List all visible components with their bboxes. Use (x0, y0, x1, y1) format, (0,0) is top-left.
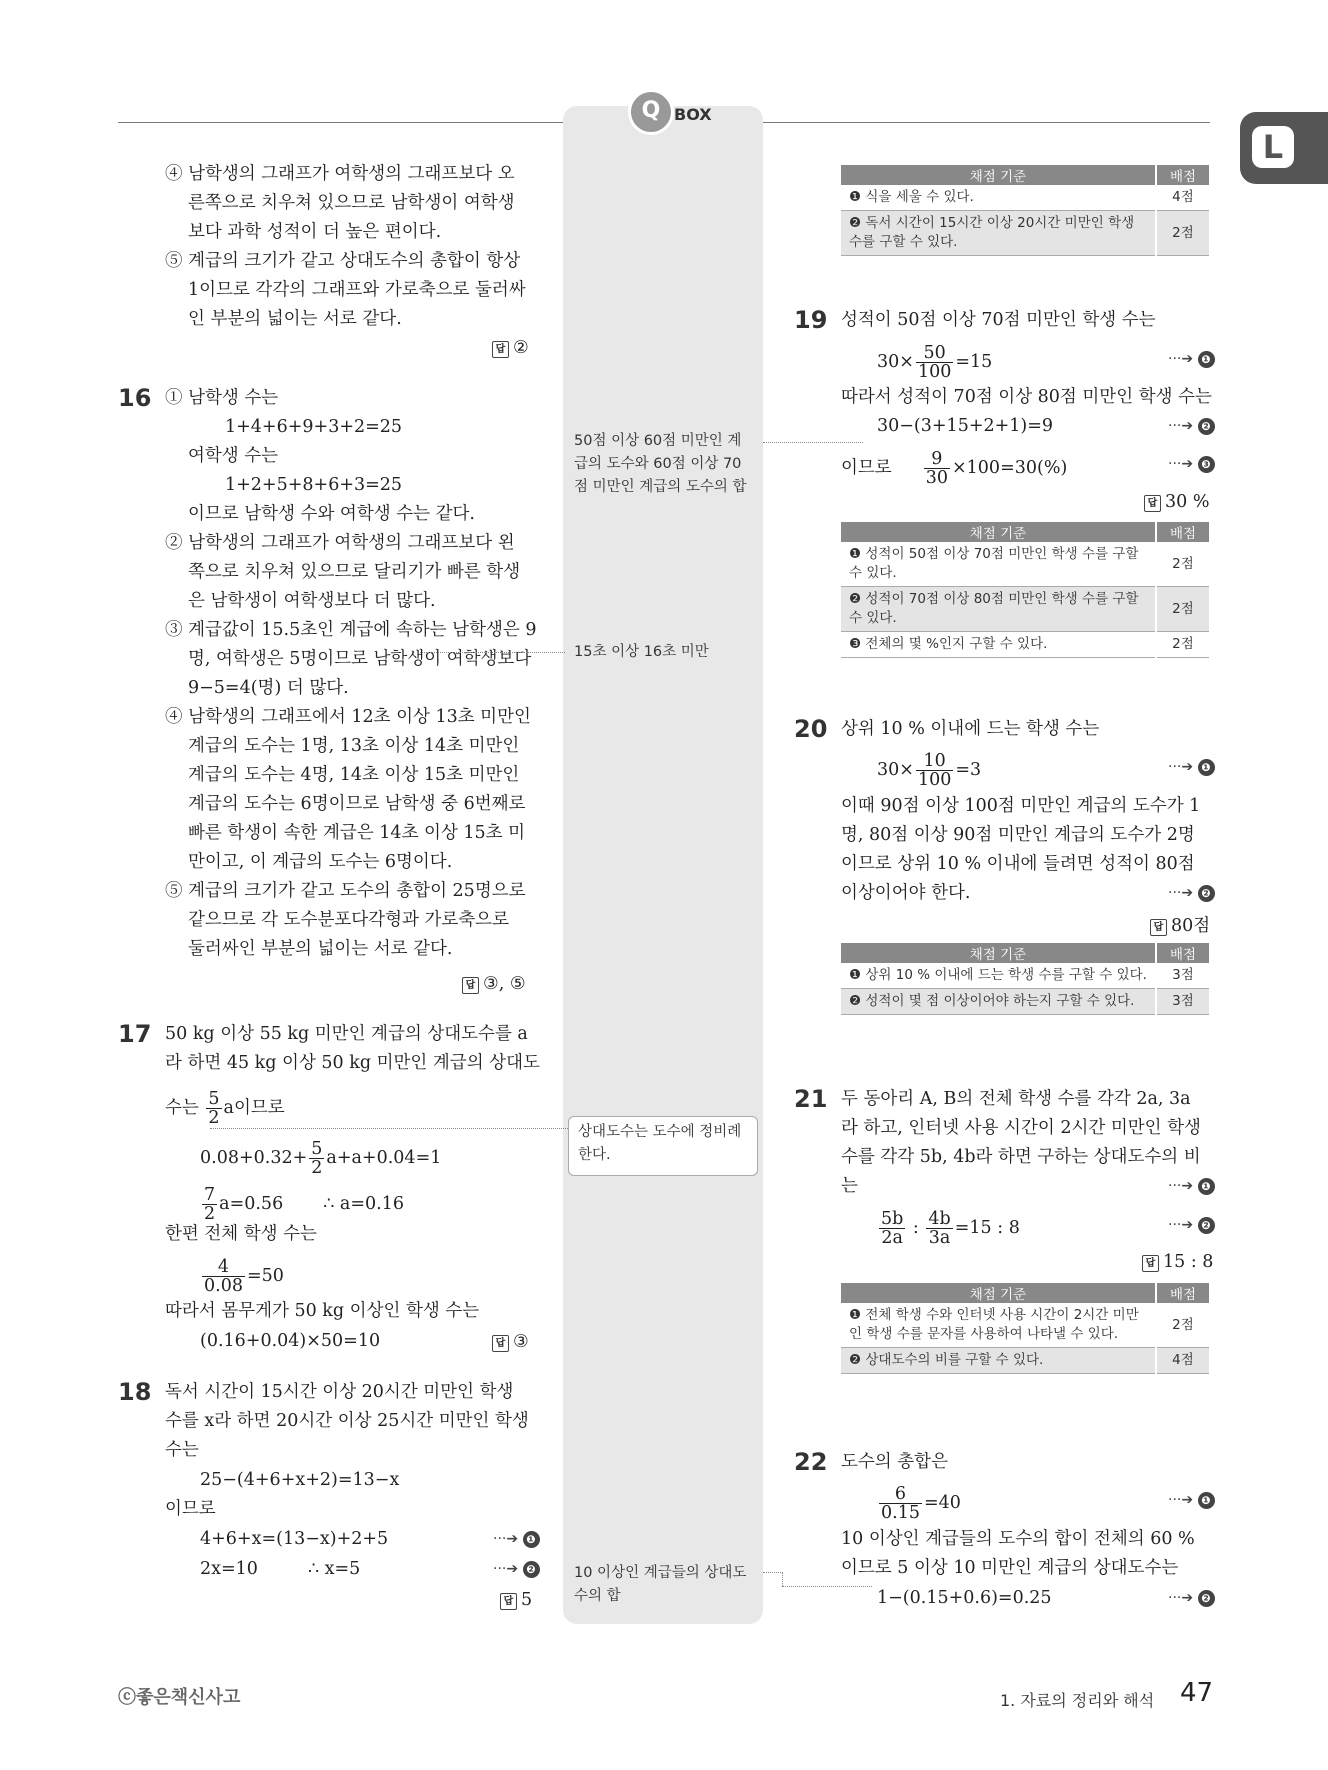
p16-line: 계급의 도수는 1명, 13초 이상 14초 미만인 (188, 736, 520, 756)
fraction-6-015: $\frac{6}{0.15}$ (881, 1484, 920, 1523)
p21-line: 수를 각각 5b, 4b라 하면 구하는 상대도수의 비 (841, 1147, 1201, 1167)
answer-icon: 답 (500, 1593, 517, 1610)
note-connector (763, 442, 863, 443)
fraction-4b-3a: $\frac{4b}{3a}$ (928, 1209, 951, 1248)
p16-line: 1+4+6+9+3+2=25 (225, 417, 403, 437)
fraction-50-100: $\frac{50}{100}$ (917, 343, 952, 382)
scoring-table-19 (841, 522, 1209, 658)
criteria-points: 2점 (1156, 632, 1209, 658)
qbox-badge: Q (628, 89, 674, 135)
points-header: 배점 (1156, 522, 1209, 542)
step-marker: ···➔ ❶ (1168, 1178, 1215, 1195)
qbox-note-3: 상대도수는 도수에 정비례 한다. (578, 1124, 742, 1163)
p17-line: 50 kg 이상 55 kg 미만인 계급의 상대도수를 a (165, 1024, 528, 1044)
fraction-5-2: $\frac{5}{2}$ (208, 1089, 220, 1128)
p16-line: 명, 여학생은 5명이므로 남학생이 여학생보다 (188, 649, 532, 669)
step-marker: ···➔ ❷ (1168, 885, 1215, 902)
p15-line: ⑤ 계급의 크기가 같고 상대도수의 총합이 항상 (165, 251, 521, 271)
criteria-text: ❸ 전체의 몇 %인지 구할 수 있다. (841, 632, 1156, 658)
p15-line: 인 부분의 넓이는 서로 같다. (188, 309, 402, 329)
p22-number: 22 (794, 1448, 828, 1476)
note-connector (420, 652, 565, 653)
p17-line: 수는 $\frac{5}{2}$ a이므로 (165, 1089, 285, 1128)
step-marker: ···➔ ❷ (1168, 1590, 1215, 1607)
p19-number: 19 (794, 306, 828, 334)
p17-equation: $\frac{7}{2}$ a=0.56 ∴ a=0.16 (204, 1185, 404, 1224)
p17-line: 따라서 몸무게가 50 kg 이상인 학생 수는 (165, 1301, 480, 1321)
p22-equation: 1−(0.15+0.6)=0.25 (877, 1588, 1052, 1608)
p15-line: 른쪽으로 치우쳐 있으므로 남학생이 여학생 (188, 193, 515, 213)
p20-line: 상위 10 % 이내에 드는 학생 수는 (841, 719, 1100, 739)
criteria-text: ❷ 성적이 70점 이상 80점 미만인 학생 수를 구할 수 있다. (841, 587, 1156, 632)
p19-answer: 답 30 % (1144, 492, 1209, 512)
fraction-4-008: $\frac{4}{0.08}$ (204, 1257, 243, 1296)
p16-line: 이므로 남학생 수와 여학생 수는 같다. (188, 504, 475, 524)
step-marker: ···➔ ❶ (1168, 1492, 1215, 1509)
chapter-tab (1240, 112, 1328, 184)
p17-equation: (0.16+0.04)×50=10 (200, 1331, 381, 1351)
p16-line: 같으므로 각 도수분포다각형과 가로축으로 (188, 910, 509, 930)
header-rule-left (118, 122, 563, 123)
chapter-tab-letter: L (1252, 126, 1294, 168)
qbox-note-2: 15초 이상 16초 미만 (574, 644, 709, 660)
step-marker: ···➔ ❷ (493, 1561, 540, 1578)
p20-line: 이므로 상위 10 % 이내에 들려면 성적이 80점 (841, 854, 1195, 874)
note-connector (763, 1572, 783, 1573)
criteria-header: 채점 기준 (841, 165, 1156, 185)
p17-equation: 0.08+0.32+ $\frac{5}{2}$ a+a+0.04=1 (200, 1139, 442, 1178)
p16-line: 만이고, 이 계급의 도수는 6명이다. (188, 852, 453, 872)
note-connector (782, 1586, 872, 1587)
fraction-5b-2a: $\frac{5b}{2a}$ (881, 1209, 904, 1248)
step-marker: ···➔ ❷ (1168, 418, 1215, 435)
p16-line: 계급의 도수는 4명, 14초 이상 15초 미만인 (188, 765, 520, 785)
p16-line: ② 남학생의 그래프가 여학생의 그래프보다 왼 (165, 533, 515, 553)
note-connector (210, 1128, 568, 1129)
p16-line: 계급의 도수는 6명이므로 남학생 중 6번째로 (188, 794, 526, 814)
points-header: 배점 (1156, 1283, 1209, 1303)
answer-icon: 답 (492, 341, 509, 358)
scoring-table-20 (841, 943, 1209, 1015)
p22-line: 이므로 5 이상 10 미만인 계급의 상대도수는 (841, 1558, 1179, 1578)
p19-line: 성적이 50점 이상 70점 미만인 학생 수는 (841, 310, 1156, 330)
criteria-text: ❶ 상위 10 % 이내에 드는 학생 수를 구할 수 있다. (841, 963, 1156, 989)
p20-equation: 30× $\frac{10}{100}$ =3 (877, 751, 982, 790)
p21-line: 라 하고, 인터넷 사용 시간이 2시간 미만인 학생 (841, 1118, 1201, 1138)
p17-equation: $\frac{4}{0.08}$ =50 (204, 1257, 284, 1296)
p22-line: 10 이상인 계급들의 도수의 합이 전체의 60 % (841, 1529, 1195, 1549)
fraction-7-2: $\frac{7}{2}$ (204, 1185, 216, 1224)
criteria-points: 3점 (1156, 963, 1209, 989)
p18-answer: 답 5 (500, 1590, 532, 1610)
qbox-note-4: 10 이상인 계급들의 상대도 수의 합 (574, 1565, 747, 1604)
p15-line: 1이므로 각각의 그래프와 가로축으로 둘러싸 (188, 280, 526, 300)
p18-line: 이므로 (165, 1499, 216, 1519)
p22-equation: $\frac{6}{0.15}$ =40 (881, 1484, 961, 1523)
p21-line: 는 (841, 1176, 858, 1196)
points-header: 배점 (1156, 943, 1209, 963)
scoring-table-18 (841, 165, 1209, 256)
criteria-text: ❶ 전체 학생 수와 인터넷 사용 시간이 2시간 미만인 학생 수를 문자를 사용하여 나타낼 수 있다. (841, 1303, 1156, 1348)
criteria-points: 2점 (1156, 211, 1209, 256)
step-marker: ···➔ ❶ (1168, 759, 1215, 776)
p16-line: ① 남학생 수는 (165, 388, 279, 408)
scoring-table-21 (841, 1283, 1209, 1374)
p21-equation: $\frac{5b}{2a}$ : $\frac{4b}{3a}$ =15 : 8 (881, 1209, 1020, 1248)
criteria-points: 3점 (1156, 989, 1209, 1015)
header-rule-right (762, 122, 1210, 123)
answer-icon: 답 (492, 1335, 509, 1352)
p18-equation: 4+6+x=(13−x)+2+5 (200, 1529, 389, 1549)
p15-answer: 답 ② (492, 338, 529, 358)
step-marker: ···➔ ❷ (1168, 1217, 1215, 1234)
p19-equation: 30−(3+15+2+1)=9 (877, 416, 1054, 436)
p16-line: 여학생 수는 (188, 446, 279, 466)
p21-line: 두 동아리 A, B의 전체 학생 수를 각각 2a, 3a (841, 1089, 1191, 1109)
fraction-5-2: $\frac{5}{2}$ (311, 1139, 323, 1178)
p18-line: 독서 시간이 15시간 이상 20시간 미만인 학생 (165, 1382, 514, 1402)
p16-number: 16 (118, 384, 152, 412)
p18-line: 수를 x라 하면 20시간 이상 25시간 미만인 학생 (165, 1411, 529, 1431)
p17-number: 17 (118, 1020, 152, 1048)
p16-line: ⑤ 계급의 크기가 같고 도수의 총합이 25명으로 (165, 881, 526, 901)
criteria-text: ❷ 독서 시간이 15시간 이상 20시간 미만인 학생 수를 구할 수 있다. (841, 211, 1156, 256)
qbox-label: BOX (674, 105, 712, 124)
criteria-points: 2점 (1156, 587, 1209, 632)
step-marker: ···➔ ❶ (493, 1531, 540, 1548)
p16-line: 쪽으로 치우쳐 있으므로 달리기가 빠른 학생 (188, 562, 521, 582)
p20-line: 명, 80점 이상 90점 미만인 계급의 도수가 2명 (841, 825, 1195, 845)
criteria-header: 채점 기준 (841, 522, 1156, 542)
criteria-text: ❷ 상대도수의 비를 구할 수 있다. (841, 1348, 1156, 1374)
qbox-note-1: 50점 이상 60점 미만인 계 급의 도수와 60점 이상 70 점 미만인 계급의 도수의 합 (574, 433, 747, 495)
p19-line: 따라서 성적이 70점 이상 80점 미만인 학생 수는 (841, 387, 1212, 407)
answer-icon: 답 (1150, 919, 1167, 936)
p17-line: 한편 전체 학생 수는 (165, 1224, 317, 1244)
criteria-points: 4점 (1156, 1348, 1209, 1374)
footer-chapter: 1. 자료의 정리와 해석 (1000, 1691, 1155, 1710)
p18-equation: 2x=10 ∴ x=5 (200, 1559, 361, 1579)
p16-answer: 답 ③, ⑤ (462, 974, 526, 994)
footer-page-number: 47 (1180, 1678, 1214, 1708)
p22-line: 도수의 총합은 (841, 1452, 948, 1472)
p20-line: 이상이어야 한다. (841, 883, 971, 903)
step-marker: ···➔ ❶ (1168, 351, 1215, 368)
p19-equation: 30× $\frac{50}{100}$ =15 (877, 343, 993, 382)
p18-equation: 25−(4+6+x+2)=13−x (200, 1470, 400, 1490)
criteria-points: 4점 (1156, 185, 1209, 211)
p20-number: 20 (794, 715, 828, 743)
step-marker: ···➔ ❸ (1168, 456, 1215, 473)
p16-line: ③ 계급값이 15.5초인 계급에 속하는 남학생은 9 (165, 620, 537, 640)
p17-answer: 답 ③ (492, 1332, 529, 1352)
fraction-9-30: $\frac{9}{30}$ (925, 449, 948, 488)
p16-line: 은 남학생이 여학생보다 더 많다. (188, 591, 436, 611)
criteria-text: ❶ 성적이 50점 이상 70점 미만인 학생 수를 구할 수 있다. (841, 542, 1156, 587)
criteria-header: 채점 기준 (841, 943, 1156, 963)
p18-line: 수는 (165, 1440, 199, 1460)
p16-line: 1+2+5+8+6+3=25 (225, 475, 403, 495)
criteria-header: 채점 기준 (841, 1283, 1156, 1303)
p15-line: 보다 과학 성적이 더 높은 편이다. (188, 222, 442, 242)
p21-number: 21 (794, 1085, 828, 1113)
fraction-10-100: $\frac{10}{100}$ (917, 751, 952, 790)
answer-icon: 답 (1144, 495, 1161, 512)
p15-line: ④ 남학생의 그래프가 여학생의 그래프보다 오 (165, 164, 515, 184)
criteria-points: 2점 (1156, 542, 1209, 587)
answer-icon: 답 (1142, 1255, 1159, 1272)
answer-icon: 답 (462, 977, 479, 994)
p17-line: 라 하면 45 kg 이상 50 kg 미만인 계급의 상대도 (165, 1053, 540, 1073)
p16-line: 빠른 학생이 속한 계급은 14초 이상 15초 미 (188, 823, 526, 843)
p16-line: 둘러싸인 부분의 넓이는 서로 같다. (188, 939, 453, 959)
points-header: 배점 (1156, 165, 1209, 185)
qbox-column (563, 106, 763, 1624)
criteria-text: ❶ 식을 세울 수 있다. (841, 185, 1156, 211)
p18-number: 18 (118, 1378, 152, 1406)
p16-line: ④ 남학생의 그래프에서 12초 이상 13초 미만인 (165, 707, 531, 727)
p16-line: 9−5=4(명) 더 많다. (188, 678, 349, 698)
p20-line: 이때 90점 이상 100점 미만인 계급의 도수가 1 (841, 796, 1201, 816)
p21-answer: 답 15 : 8 (1142, 1252, 1213, 1272)
criteria-points: 2점 (1156, 1303, 1209, 1348)
criteria-text: ❷ 성적이 몇 점 이상이어야 하는지 구할 수 있다. (841, 989, 1156, 1015)
note-connector (782, 1572, 783, 1586)
p19-equation: 이므로 $\frac{9}{30}$ ×100=30(%) (841, 449, 1068, 488)
footer-publisher: ⓒ좋은책신사고 (118, 1687, 241, 1708)
p20-answer: 답 80점 (1150, 912, 1210, 937)
